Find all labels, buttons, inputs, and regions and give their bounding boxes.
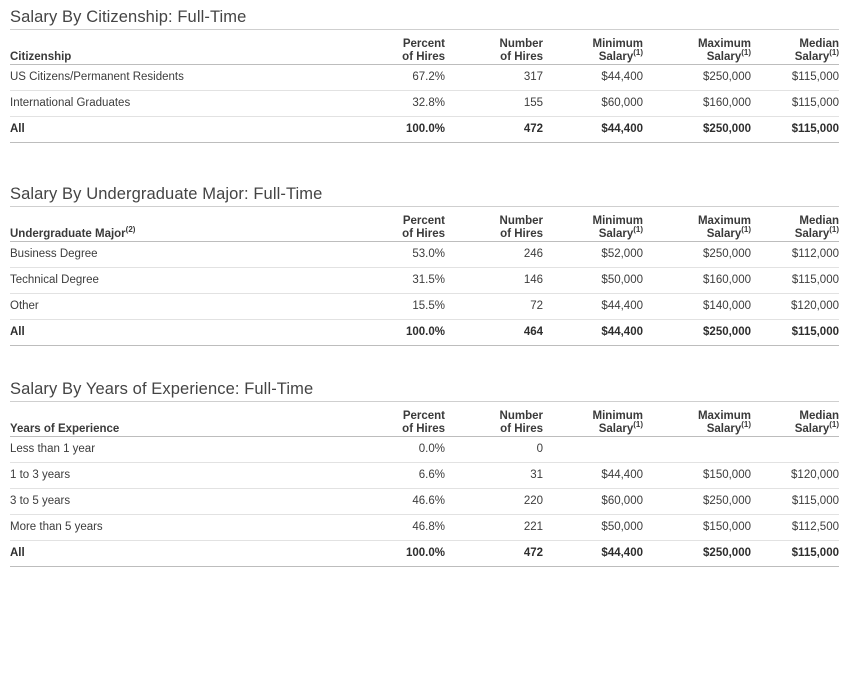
column-header-number-of-hires [445,38,543,65]
header-text: Salary [794,228,830,240]
cell-median-salary: $120,000 [751,294,839,320]
header-text: Salary [794,423,830,435]
years-of-experience-table [10,410,839,567]
header-line-1: Maximum [697,215,751,227]
row-label: 3 to 5 years [10,489,340,515]
table-body [10,65,839,143]
cell-percent: 53.0% [340,242,445,268]
table-row [10,437,839,463]
cell-number: 72 [445,294,543,320]
cell-median-salary: $112,000 [751,242,839,268]
cell-median-salary: $115,000 [751,268,839,294]
column-header-maximum-salary [643,215,751,242]
column-header-percent-of-hires [340,215,445,242]
cell-max-salary [643,437,751,463]
header-line-1: Minimum [592,215,643,227]
row-label: Technical Degree [10,268,340,294]
table-row [10,268,839,294]
header-text: Salary [706,228,742,240]
cell-min-salary: $44,400 [543,117,643,143]
cell-number: 31 [445,463,543,489]
cell-number: 221 [445,515,543,541]
header-line-2: of Hires [500,228,543,240]
table-row [10,91,839,117]
undergraduate-major-table [10,215,839,346]
cell-percent: 0.0% [340,437,445,463]
table-body [10,437,839,567]
row-label: More than 5 years [10,515,340,541]
cell-median-salary: $115,000 [751,489,839,515]
cell-min-salary: $44,400 [543,541,643,567]
column-header-number-of-hires [445,410,543,437]
cell-percent: 100.0% [340,117,445,143]
table-row-total [10,117,839,143]
cell-number: 246 [445,242,543,268]
column-header-percent-of-hires [340,38,445,65]
table-row-total [10,541,839,567]
header-line-2 [751,48,839,64]
row-label: Less than 1 year [10,437,340,463]
table-header [10,215,839,242]
column-header-maximum-salary [643,38,751,65]
row-label: International Graduates [10,91,340,117]
row-label: Business Degree [10,242,340,268]
header-line-2 [643,48,751,64]
header-line-2 [643,420,751,436]
header-line-2: of Hires [500,51,543,63]
cell-min-salary: $60,000 [543,489,643,515]
column-header-years-of-experience [10,410,340,437]
column-header-minimum-salary [543,38,643,65]
footnote-marker: (2) [125,225,136,235]
row-label: 1 to 3 years [10,463,340,489]
column-header-number-of-hires [445,215,543,242]
cell-max-salary: $150,000 [643,515,751,541]
cell-number: 472 [445,541,543,567]
cell-number: 220 [445,489,543,515]
cell-median-salary: $115,000 [751,65,839,91]
header-text: Salary [598,423,634,435]
column-header-citizenship [10,38,340,65]
table-header [10,410,839,437]
cell-median-salary: $115,000 [751,117,839,143]
row-label: US Citizens/Permanent Residents [10,65,340,91]
row-label: All [10,320,340,346]
header-line-2 [751,420,839,436]
footnote-marker: (1) [829,420,839,430]
column-header-undergraduate-major [10,215,340,242]
section-title: Salary By Citizenship: Full-Time [10,8,247,26]
column-header-median-salary [751,38,839,65]
cell-min-salary: $52,000 [543,242,643,268]
header-line-1: Years of Experience [10,423,120,435]
header-line-1: Percent [402,410,445,422]
section-salary-by-undergraduate-major [10,177,839,346]
cell-number: 464 [445,320,543,346]
cell-number: 472 [445,117,543,143]
cell-median-salary: $115,000 [751,91,839,117]
cell-min-salary: $44,400 [543,320,643,346]
column-header-maximum-salary [643,410,751,437]
header-line-2 [543,225,643,241]
citizenship-table [10,38,839,143]
cell-min-salary: $60,000 [543,91,643,117]
footnote-marker: (1) [633,225,643,235]
table-row-total [10,320,839,346]
column-header-median-salary [751,410,839,437]
column-header-minimum-salary [543,410,643,437]
header-line-2: of Hires [500,423,543,435]
cell-min-salary: $44,400 [543,65,643,91]
footnote-marker: (1) [633,420,643,430]
cell-max-salary: $250,000 [643,65,751,91]
header-line-1: Number [499,410,543,422]
cell-max-salary: $250,000 [643,117,751,143]
table-row [10,65,839,91]
cell-percent: 100.0% [340,320,445,346]
cell-max-salary: $250,000 [643,242,751,268]
cell-median-salary: $120,000 [751,463,839,489]
table-header [10,38,839,65]
header-line-2: of Hires [402,228,445,240]
cell-number: 146 [445,268,543,294]
table-row [10,515,839,541]
header-text: Salary [706,423,742,435]
header-line-2 [751,225,839,241]
section-spacer [10,143,839,177]
cell-median-salary: $115,000 [751,320,839,346]
cell-percent: 15.5% [340,294,445,320]
header-line-1: Minimum [592,410,643,422]
header-line-2 [543,48,643,64]
table-body [10,242,839,346]
footnote-marker: (1) [829,225,839,235]
cell-min-salary: $50,000 [543,268,643,294]
header-text: Salary [598,51,634,63]
row-label: All [10,117,340,143]
cell-number: 155 [445,91,543,117]
table-row [10,463,839,489]
section-salary-by-citizenship [10,0,839,143]
header-line-1: Number [499,215,543,227]
header-text: Salary [598,228,634,240]
cell-percent: 46.8% [340,515,445,541]
header-line-1: Maximum [697,38,751,50]
cell-min-salary: $44,400 [543,463,643,489]
header-line-1 [10,225,340,241]
cell-percent: 67.2% [340,65,445,91]
cell-median-salary [751,437,839,463]
header-line-1: Citizenship [10,51,72,63]
column-header-minimum-salary [543,215,643,242]
cell-percent: 32.8% [340,91,445,117]
header-line-2: of Hires [402,423,445,435]
header-line-1: Minimum [592,38,643,50]
section-salary-by-years-of-experience [10,372,839,567]
footnote-marker: (1) [633,48,643,58]
header-line-1: Number [499,38,543,50]
header-line-1: Median [799,38,839,50]
cell-max-salary: $250,000 [643,541,751,567]
cell-min-salary [543,437,643,463]
cell-number: 317 [445,65,543,91]
row-label: All [10,541,340,567]
footnote-marker: (1) [829,48,839,58]
row-label: Other [10,294,340,320]
cell-max-salary: $160,000 [643,268,751,294]
header-line-2 [643,225,751,241]
cell-percent: 31.5% [340,268,445,294]
header-line-2: of Hires [402,51,445,63]
header-text: Undergraduate Major [10,228,126,240]
cell-max-salary: $250,000 [643,320,751,346]
column-header-median-salary [751,215,839,242]
cell-max-salary: $160,000 [643,91,751,117]
cell-number: 0 [445,437,543,463]
table-row [10,294,839,320]
header-line-1: Median [799,215,839,227]
footnote-marker: (1) [741,420,751,430]
cell-min-salary: $44,400 [543,294,643,320]
footnote-marker: (1) [741,48,751,58]
cell-percent: 100.0% [340,541,445,567]
header-text: Salary [706,51,742,63]
header-line-1: Maximum [697,410,751,422]
cell-percent: 6.6% [340,463,445,489]
header-line-1: Percent [402,38,445,50]
section-title: Salary By Undergraduate Major: Full-Time [10,185,323,203]
cell-median-salary: $112,500 [751,515,839,541]
footnote-marker: (1) [741,225,751,235]
section-spacer [10,346,839,372]
header-line-2 [543,420,643,436]
column-header-percent-of-hires [340,410,445,437]
header-line-1: Percent [402,215,445,227]
cell-max-salary: $250,000 [643,489,751,515]
header-line-1: Median [799,410,839,422]
cell-max-salary: $140,000 [643,294,751,320]
table-row [10,242,839,268]
table-row [10,489,839,515]
section-title: Salary By Years of Experience: Full-Time [10,380,314,398]
cell-min-salary: $50,000 [543,515,643,541]
cell-max-salary: $150,000 [643,463,751,489]
cell-percent: 46.6% [340,489,445,515]
header-text: Salary [794,51,830,63]
cell-median-salary: $115,000 [751,541,839,567]
